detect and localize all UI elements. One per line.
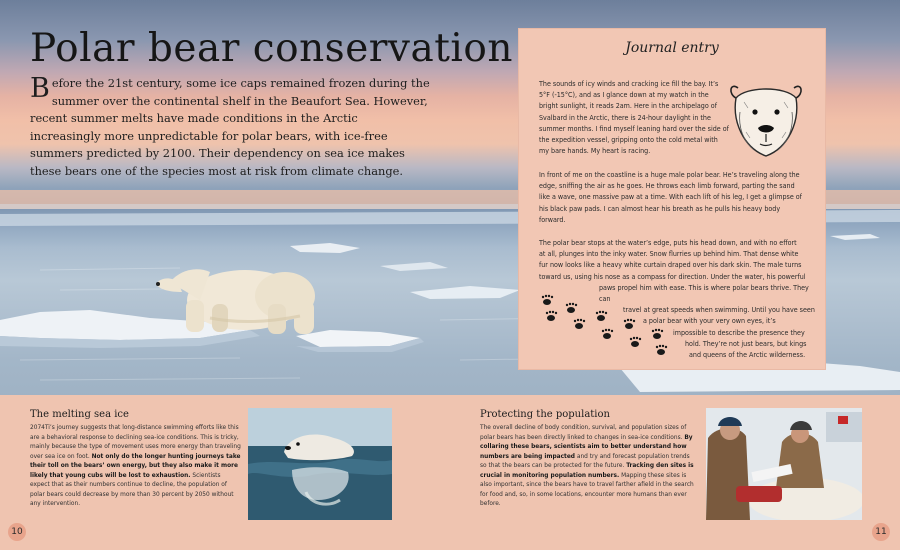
scientists-with-bear-photo bbox=[706, 408, 862, 520]
swimming-polar-bear-photo bbox=[248, 408, 392, 520]
journal-p3-line: travel at great speeds when swimming. Until you have seen bbox=[623, 305, 815, 315]
page-number-right: 11 bbox=[872, 523, 890, 541]
protecting-population-heading: Protecting the population bbox=[480, 409, 610, 420]
protecting-population-text bbox=[480, 423, 696, 509]
intro-text: efore the 21st century, some ice caps remained frozen during the summer over the continental shelf in the Beaufort Sea. However, recent summer melts have made conditions in the Arctic increasingly more unpredictable for polar bears, with ice-free summers predicted by 2100. Their dependency on sea ice makes these bears one of the species most at risk from climate change. bbox=[30, 76, 430, 178]
melting-sea-ice-heading: The melting sea ice bbox=[30, 409, 129, 420]
melting-sea-ice-text bbox=[30, 423, 242, 509]
melting-text-bold: Not only do the longer hunting journeys take their toll on the bears’ own energy, but they also make it more likely that young cubs will be lost to exhaustion. bbox=[30, 451, 241, 479]
journal-paragraph-1: The sounds of icy winds and cracking ice fill the bay. It’s 5°F (-15°C), and as I glance down at my watch in the bright sunlight, it reads 2am. Here in the archipelago of Svalbard in the Arctic, there is 24-hour daylight in the summer months. I find myself leaning hard over the side of the expedition vessel, gripping onto the cold metal with my bare hands. My heart is racing. bbox=[539, 79, 729, 156]
journal-p3-line: The polar bear stops at the water’s edge, puts his head down, and with no effort bbox=[539, 238, 797, 247]
journal-title: Journal entry bbox=[625, 40, 719, 56]
protecting-text-bold-2: Tracking den sites is crucial in monitoring population numbers. bbox=[480, 461, 694, 479]
protecting-text-bold-1: By collaring these bears, scientists aim to better understand how numbers are being impacted bbox=[480, 432, 693, 460]
dropcap: B bbox=[30, 73, 50, 104]
journal-p3-line: toward us, using his nose as a compass for direction. Under the water, his powerful bbox=[539, 271, 806, 281]
journal-p3-line: paws propel him with ease. This is where polar bears thrive. They can bbox=[599, 282, 809, 304]
page-title: Polar bear conservation bbox=[30, 26, 513, 71]
protecting-text-1: The overall decline of body condition, survival, and population sizes of polar bears has been directly linked to changes in sea-ice conditions. bbox=[480, 423, 687, 441]
journal-p3-line: at all, plunges into the inky water. Snow flurries up behind him. That dense white bbox=[539, 249, 799, 259]
page-number-left: 10 bbox=[8, 523, 26, 541]
journal-p3-line: a polar bear with your very own eyes, it’s bbox=[643, 316, 776, 326]
protecting-text-3: Mapping these sites is also important, since the bears have to travel farther afield in the search for food and, so, in some locations, encounter more humans than ever before. bbox=[480, 470, 694, 507]
journal-p3-line: hold. They’re not just bears, but kings bbox=[685, 338, 807, 348]
journal-entry-box bbox=[518, 28, 826, 370]
journal-p3-line: and queens of the Arctic wilderness. bbox=[689, 350, 806, 360]
melting-text-1: 2074Ti’s journey suggests that long-distance swimming efforts like this are a behavioral response to declining sea-ice conditions. This is tricky, mainly because the type of movement uses more energy than traveling over sea ice on foot. bbox=[30, 423, 241, 460]
paw-tracks-icon bbox=[538, 290, 688, 360]
protecting-text-2: and try and forecast population trends so that the bears can be protected for the future. bbox=[480, 451, 690, 469]
polar-bear-sketch-icon bbox=[724, 72, 808, 164]
melting-text-2: Scientists expect that as their numbers continue to decline, the population of polar bears could decrease by more than 30 percent by 2050 without any intervention. bbox=[30, 470, 234, 507]
journal-p3-line: impossible to describe the presence they bbox=[673, 327, 805, 337]
intro-paragraph bbox=[30, 75, 430, 180]
journal-p3-line: fur now looks like a heavy white curtain draped over his dark skin. The male turns bbox=[539, 260, 802, 270]
journal-paragraph-2: In front of me on the coastline is a huge male polar bear. He’s traveling along the edge, sniffing the air as he goes. He throws each limb forward, parting the sand like a wave, one massive paw at a time. With each lift of his leg, I get a glimpse of his black paw pads. I can almost hear his breath as he pulls his heavy body forward. bbox=[539, 170, 802, 224]
